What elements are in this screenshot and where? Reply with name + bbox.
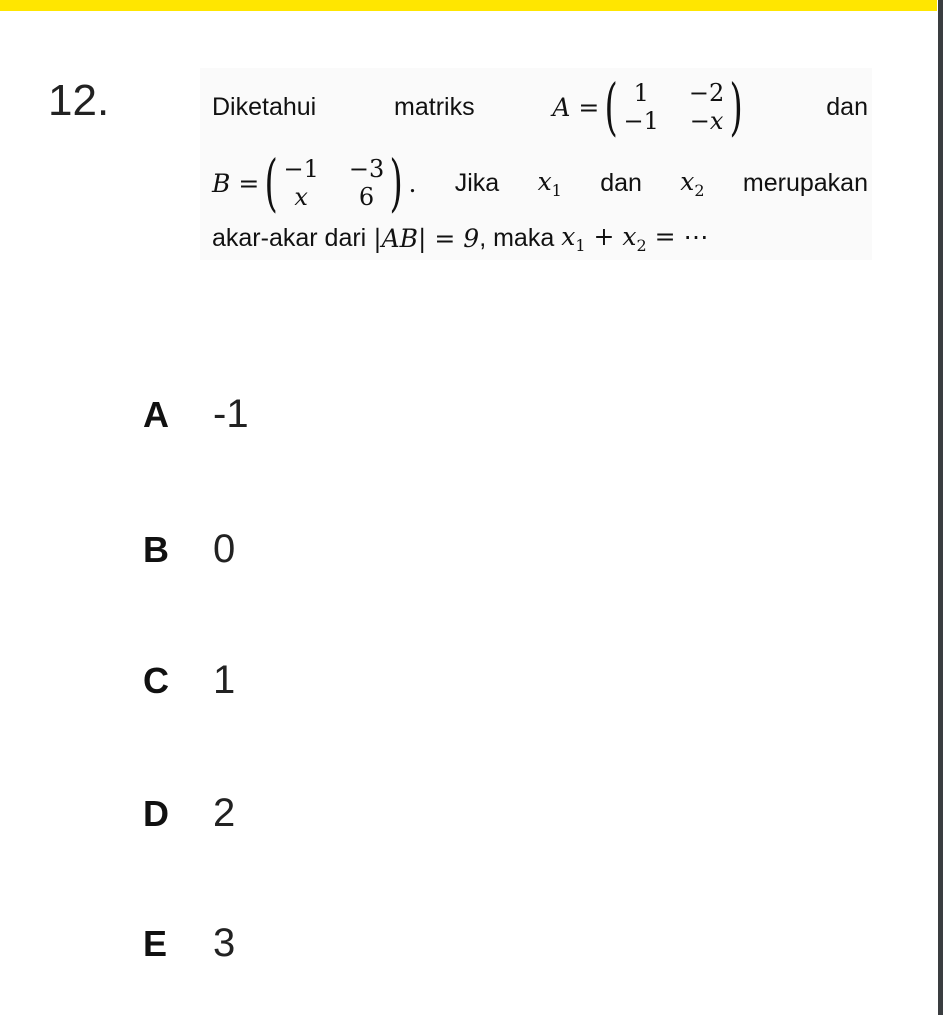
matrix-a-label: A =: [552, 92, 600, 122]
math: [561, 222, 708, 255]
var: x: [680, 166, 695, 196]
option-value: 3: [213, 921, 236, 965]
text: , maka: [479, 223, 555, 252]
matrix-entry: −1: [623, 107, 659, 135]
word: Diketahui: [212, 92, 317, 121]
matrix-b-label: B =: [212, 168, 260, 198]
question-line-3: [212, 218, 868, 258]
option-letter: E: [143, 922, 168, 964]
option-letter: D: [143, 792, 169, 834]
subscript: 2: [636, 235, 647, 255]
word: dan: [826, 92, 868, 121]
question-number: 12.: [48, 76, 110, 125]
option-letter: A: [143, 393, 169, 435]
paren: (: [604, 70, 619, 143]
option-c[interactable]: [143, 658, 235, 703]
option-value: 2: [213, 791, 236, 835]
matrix-b-entries: [283, 155, 384, 211]
option-e[interactable]: [143, 921, 235, 966]
matrix-entry: −1: [283, 155, 319, 183]
word: Jika: [454, 168, 500, 197]
x2: [680, 167, 704, 200]
word: matriks: [394, 92, 475, 121]
word: dan: [600, 168, 642, 197]
option-letter: C: [143, 659, 169, 701]
var: + x: [585, 221, 637, 251]
equals: = ⋯: [646, 221, 709, 251]
matrix-b: [212, 146, 417, 219]
period: .: [408, 168, 417, 198]
matrix-entry: −2: [688, 79, 725, 107]
right-edge-border: [938, 0, 943, 1015]
option-value: 0: [213, 527, 236, 571]
text: akar-akar dari: [212, 223, 367, 252]
option-letter: B: [143, 528, 169, 570]
option-d[interactable]: [143, 791, 235, 836]
option-b[interactable]: [143, 527, 235, 572]
word: merupakan: [742, 168, 868, 197]
matrix-a-entries: [624, 79, 725, 135]
subscript: 1: [551, 180, 562, 200]
question-line-2: [212, 148, 868, 218]
matrix-entry: 6: [358, 183, 375, 211]
paren: ): [389, 146, 404, 219]
var: x: [561, 221, 576, 251]
math: |AB| = 9: [373, 223, 480, 253]
matrix-entry: −x: [689, 107, 724, 135]
top-accent-bar: [0, 0, 937, 11]
matrix-a: [552, 70, 748, 143]
matrix-entry: −3: [348, 155, 385, 183]
paren: (: [264, 146, 279, 219]
subscript: 2: [694, 180, 705, 200]
option-a[interactable]: [143, 392, 249, 437]
paren: ): [729, 70, 744, 143]
subscript: 1: [575, 235, 586, 255]
option-value: 1: [213, 658, 236, 702]
question-text: [200, 68, 872, 260]
matrix-entry: x: [294, 183, 308, 211]
option-value: -1: [213, 392, 249, 436]
question-line-1: [212, 72, 868, 142]
x1: [538, 167, 562, 200]
matrix-entry: 1: [633, 79, 649, 107]
var: x: [537, 166, 552, 196]
